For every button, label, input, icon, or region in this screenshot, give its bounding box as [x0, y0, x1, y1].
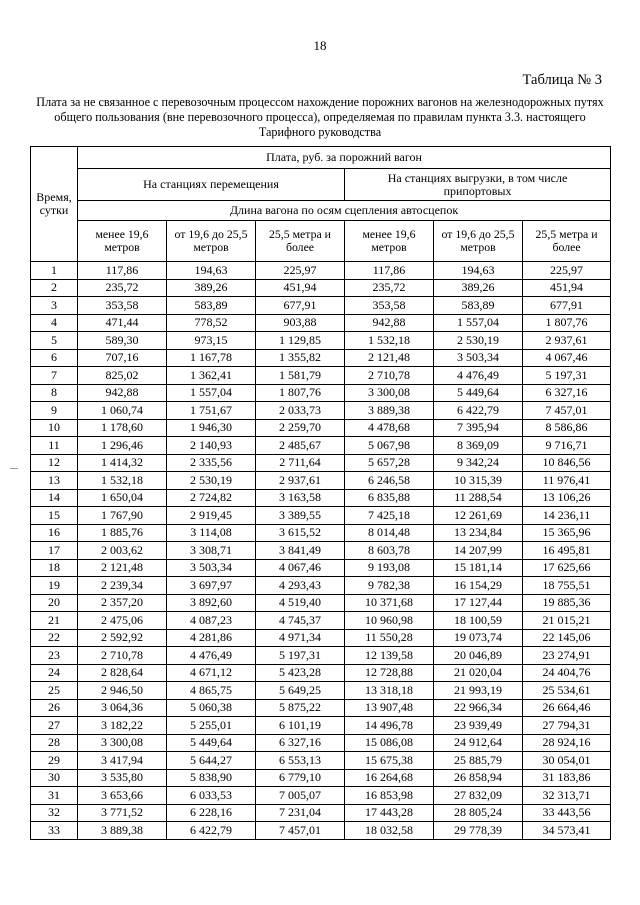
fee-cell: 2 033,73	[256, 402, 345, 420]
fee-cell: 4 865,75	[167, 682, 256, 700]
fee-cell: 4 478,68	[345, 419, 434, 437]
fee-cell: 15 365,96	[523, 524, 611, 542]
fee-cell: 9 716,71	[523, 437, 611, 455]
fee-cell: 3 697,97	[167, 577, 256, 595]
fee-cell: 4 293,43	[256, 577, 345, 595]
fee-cell: 12 139,58	[345, 647, 434, 665]
fee-cell: 3 417,94	[78, 752, 167, 770]
fee-cell: 4 971,34	[256, 629, 345, 647]
fee-cell: 1 767,90	[78, 507, 167, 525]
day-cell: 14	[31, 489, 78, 507]
header-group-unloading: На станциях выгрузки, в том числе припортовых	[345, 169, 611, 201]
fee-cell: 4 476,49	[167, 647, 256, 665]
table-row	[31, 734, 611, 752]
fee-cell: 235,72	[78, 279, 167, 297]
fee-cell: 10 371,68	[345, 594, 434, 612]
fee-cell: 1 751,67	[167, 402, 256, 420]
fee-cell: 16 264,68	[345, 769, 434, 787]
fee-cell: 5 197,31	[523, 367, 611, 385]
fee-cell: 3 771,52	[78, 804, 167, 822]
fee-cell: 15 675,38	[345, 752, 434, 770]
fee-cell: 12 261,69	[434, 507, 523, 525]
table-row	[31, 542, 611, 560]
fee-cell: 353,58	[78, 297, 167, 315]
day-cell: 27	[31, 717, 78, 735]
day-cell: 1	[31, 262, 78, 280]
fee-cell: 3 300,08	[345, 384, 434, 402]
table-row	[31, 664, 611, 682]
fee-cell: 17 127,44	[434, 594, 523, 612]
header-group-transfer: На станциях перемещения	[78, 169, 345, 201]
table-row	[31, 332, 611, 350]
fee-cell: 1 167,78	[167, 349, 256, 367]
fee-cell: 23 939,49	[434, 717, 523, 735]
table-row	[31, 507, 611, 525]
day-cell: 17	[31, 542, 78, 560]
table-row	[31, 682, 611, 700]
fee-cell: 22 145,06	[523, 629, 611, 647]
table-row	[31, 647, 611, 665]
fee-cell: 1 946,30	[167, 419, 256, 437]
table-row	[31, 402, 611, 420]
fee-cell: 235,72	[345, 279, 434, 297]
table-row	[31, 612, 611, 630]
fee-cell: 23 274,91	[523, 647, 611, 665]
fee-cell: 5 875,22	[256, 699, 345, 717]
day-cell: 6	[31, 349, 78, 367]
day-cell: 32	[31, 804, 78, 822]
day-cell: 21	[31, 612, 78, 630]
day-cell: 15	[31, 507, 78, 525]
fee-cell: 14 496,78	[345, 717, 434, 735]
fee-cell: 31 183,86	[523, 769, 611, 787]
fee-cell: 6 835,88	[345, 489, 434, 507]
fee-cell: 24 912,64	[434, 734, 523, 752]
fee-cell: 1 807,76	[256, 384, 345, 402]
fee-cell: 5 449,64	[167, 734, 256, 752]
fee-cell: 18 755,51	[523, 577, 611, 595]
fee-cell: 471,44	[78, 314, 167, 332]
fee-cell: 16 495,81	[523, 542, 611, 560]
fee-cell: 1 532,18	[345, 332, 434, 350]
fee-cell: 2 710,78	[78, 647, 167, 665]
fee-cell: 10 315,39	[434, 472, 523, 490]
column-header: менее 19,6 метров	[345, 221, 434, 262]
fee-cell: 5 649,25	[256, 682, 345, 700]
column-header: 25,5 метра и более	[523, 221, 611, 262]
fee-cell: 589,30	[78, 332, 167, 350]
fee-cell: 2 357,20	[78, 594, 167, 612]
fee-cell: 9 342,24	[434, 454, 523, 472]
fee-cell: 5 060,38	[167, 699, 256, 717]
table-row	[31, 629, 611, 647]
tariff-table	[30, 146, 611, 840]
fee-cell: 451,94	[523, 279, 611, 297]
table-row	[31, 437, 611, 455]
fee-cell: 2 259,70	[256, 419, 345, 437]
fee-cell: 1 178,60	[78, 419, 167, 437]
fee-cell: 942,88	[345, 314, 434, 332]
day-cell: 8	[31, 384, 78, 402]
table-row	[31, 822, 611, 840]
fee-cell: 21 020,04	[434, 664, 523, 682]
fee-cell: 8 369,09	[434, 437, 523, 455]
table-row	[31, 752, 611, 770]
fee-cell: 10 960,98	[345, 612, 434, 630]
fee-cell: 13 234,84	[434, 524, 523, 542]
margin-mark	[10, 468, 18, 469]
fee-cell: 17 443,28	[345, 804, 434, 822]
fee-cell: 5 644,27	[167, 752, 256, 770]
fee-cell: 4 671,12	[167, 664, 256, 682]
fee-cell: 903,88	[256, 314, 345, 332]
fee-cell: 3 503,34	[434, 349, 523, 367]
day-cell: 9	[31, 402, 78, 420]
table-row	[31, 769, 611, 787]
fee-cell: 707,16	[78, 349, 167, 367]
fee-cell: 4 087,23	[167, 612, 256, 630]
fee-cell: 225,97	[256, 262, 345, 280]
fee-cell: 4 067,46	[256, 559, 345, 577]
fee-cell: 21 993,19	[434, 682, 523, 700]
day-cell: 11	[31, 437, 78, 455]
fee-cell: 34 573,41	[523, 822, 611, 840]
day-cell: 19	[31, 577, 78, 595]
fee-cell: 7 231,04	[256, 804, 345, 822]
fee-cell: 2 937,61	[256, 472, 345, 490]
fee-cell: 3 653,66	[78, 787, 167, 805]
fee-cell: 353,58	[345, 297, 434, 315]
fee-cell: 3 064,36	[78, 699, 167, 717]
fee-cell: 21 015,21	[523, 612, 611, 630]
fee-cell: 18 032,58	[345, 822, 434, 840]
fee-cell: 117,86	[345, 262, 434, 280]
fee-cell: 6 327,16	[523, 384, 611, 402]
fee-cell: 13 907,48	[345, 699, 434, 717]
day-cell: 5	[31, 332, 78, 350]
fee-cell: 19 885,36	[523, 594, 611, 612]
fee-cell: 11 550,28	[345, 629, 434, 647]
header-time: Время, сутки	[31, 147, 78, 262]
fee-cell: 5 255,01	[167, 717, 256, 735]
day-cell: 23	[31, 647, 78, 665]
table-row	[31, 577, 611, 595]
fee-cell: 2 592,92	[78, 629, 167, 647]
day-cell: 12	[31, 454, 78, 472]
table-row	[31, 454, 611, 472]
fee-cell: 11 288,54	[434, 489, 523, 507]
page-number: 18	[313, 38, 327, 53]
fee-cell: 2 003,62	[78, 542, 167, 560]
day-cell: 28	[31, 734, 78, 752]
header-payment: Плата, руб. за порожний вагон	[78, 147, 611, 169]
fee-cell: 3 389,55	[256, 507, 345, 525]
day-cell: 20	[31, 594, 78, 612]
fee-cell: 3 889,38	[345, 402, 434, 420]
fee-cell: 22 966,34	[434, 699, 523, 717]
fee-cell: 1 532,18	[78, 472, 167, 490]
fee-cell: 10 846,56	[523, 454, 611, 472]
fee-cell: 5 197,31	[256, 647, 345, 665]
fee-cell: 3 163,58	[256, 489, 345, 507]
fee-cell: 5 423,28	[256, 664, 345, 682]
day-cell: 22	[31, 629, 78, 647]
column-header: менее 19,6 метров	[78, 221, 167, 262]
fee-cell: 28 924,16	[523, 734, 611, 752]
table-row	[31, 717, 611, 735]
fee-cell: 12 728,88	[345, 664, 434, 682]
fee-cell: 30 054,01	[523, 752, 611, 770]
fee-cell: 3 114,08	[167, 524, 256, 542]
fee-cell: 29 778,39	[434, 822, 523, 840]
fee-cell: 3 535,80	[78, 769, 167, 787]
fee-cell: 25 885,79	[434, 752, 523, 770]
fee-cell: 26 858,94	[434, 769, 523, 787]
table-body	[31, 262, 611, 840]
day-cell: 31	[31, 787, 78, 805]
fee-cell: 15 086,08	[345, 734, 434, 752]
fee-cell: 583,89	[167, 297, 256, 315]
fee-cell: 5 067,98	[345, 437, 434, 455]
fee-cell: 973,15	[167, 332, 256, 350]
fee-cell: 4 476,49	[434, 367, 523, 385]
fee-cell: 8 586,86	[523, 419, 611, 437]
fee-cell: 24 404,76	[523, 664, 611, 682]
fee-cell: 2 335,56	[167, 454, 256, 472]
day-cell: 33	[31, 822, 78, 840]
fee-cell: 1 557,04	[434, 314, 523, 332]
table-row	[31, 262, 611, 280]
fee-cell: 2 140,93	[167, 437, 256, 455]
day-cell: 30	[31, 769, 78, 787]
day-cell: 3	[31, 297, 78, 315]
fee-cell: 7 457,01	[523, 402, 611, 420]
fee-cell: 3 308,71	[167, 542, 256, 560]
fee-cell: 4 745,37	[256, 612, 345, 630]
table-row	[31, 787, 611, 805]
fee-cell: 5 838,90	[167, 769, 256, 787]
fee-cell: 33 443,56	[523, 804, 611, 822]
fee-cell: 13 318,18	[345, 682, 434, 700]
fee-cell: 25 534,61	[523, 682, 611, 700]
fee-cell: 15 181,14	[434, 559, 523, 577]
table-row	[31, 367, 611, 385]
fee-cell: 20 046,89	[434, 647, 523, 665]
fee-cell: 1 414,32	[78, 454, 167, 472]
fee-cell: 1 296,46	[78, 437, 167, 455]
fee-cell: 677,91	[256, 297, 345, 315]
fee-cell: 32 313,71	[523, 787, 611, 805]
table-row	[31, 314, 611, 332]
fee-cell: 6 327,16	[256, 734, 345, 752]
fee-cell: 389,26	[434, 279, 523, 297]
fee-cell: 1 355,82	[256, 349, 345, 367]
fee-cell: 5 449,64	[434, 384, 523, 402]
table-row	[31, 594, 611, 612]
day-cell: 2	[31, 279, 78, 297]
fee-cell: 451,94	[256, 279, 345, 297]
fee-cell: 1 650,04	[78, 489, 167, 507]
fee-cell: 3 889,38	[78, 822, 167, 840]
fee-cell: 2 828,64	[78, 664, 167, 682]
fee-cell: 3 841,49	[256, 542, 345, 560]
table-row	[31, 489, 611, 507]
fee-cell: 3 503,34	[167, 559, 256, 577]
column-header: от 19,6 до 25,5 метров	[434, 221, 523, 262]
fee-cell: 942,88	[78, 384, 167, 402]
day-cell: 25	[31, 682, 78, 700]
table-row	[31, 699, 611, 717]
fee-cell: 778,52	[167, 314, 256, 332]
fee-cell: 7 395,94	[434, 419, 523, 437]
fee-cell: 4 281,86	[167, 629, 256, 647]
fee-cell: 2 946,50	[78, 682, 167, 700]
table-row	[31, 559, 611, 577]
table-caption: Плата за не связанное с перевозочным процессом нахождение порожних вагонов на железнодорожных путях общего пользования (вне перевозочного процесса), определяемая по правилам пункта 3.3. настоящего Тарифного руководства	[36, 95, 604, 139]
fee-cell: 27 832,09	[434, 787, 523, 805]
table-row	[31, 472, 611, 490]
fee-cell: 1 581,79	[256, 367, 345, 385]
fee-cell: 27 794,31	[523, 717, 611, 735]
fee-cell: 6 779,10	[256, 769, 345, 787]
fee-cell: 8 014,48	[345, 524, 434, 542]
fee-cell: 2 475,06	[78, 612, 167, 630]
fee-cell: 117,86	[78, 262, 167, 280]
fee-cell: 7 425,18	[345, 507, 434, 525]
fee-cell: 389,26	[167, 279, 256, 297]
fee-cell: 3 615,52	[256, 524, 345, 542]
fee-cell: 2 239,34	[78, 577, 167, 595]
fee-cell: 3 182,22	[78, 717, 167, 735]
day-cell: 4	[31, 314, 78, 332]
fee-cell: 2 711,64	[256, 454, 345, 472]
header-length: Длина вагона по осям сцепления автосцепок	[78, 201, 611, 221]
fee-cell: 18 100,59	[434, 612, 523, 630]
table-row	[31, 279, 611, 297]
fee-cell: 16 154,29	[434, 577, 523, 595]
day-cell: 10	[31, 419, 78, 437]
fee-cell: 7 457,01	[256, 822, 345, 840]
table-row	[31, 297, 611, 315]
table-number: Таблица № 3	[522, 72, 602, 88]
fee-cell: 2 710,78	[345, 367, 434, 385]
fee-cell: 1 807,76	[523, 314, 611, 332]
fee-cell: 9 782,38	[345, 577, 434, 595]
day-cell: 18	[31, 559, 78, 577]
fee-cell: 4 519,40	[256, 594, 345, 612]
fee-cell: 19 073,74	[434, 629, 523, 647]
fee-cell: 2 919,45	[167, 507, 256, 525]
fee-cell: 825,02	[78, 367, 167, 385]
fee-cell: 2 530,19	[167, 472, 256, 490]
fee-cell: 194,63	[434, 262, 523, 280]
fee-cell: 2 121,48	[345, 349, 434, 367]
fee-cell: 2 530,19	[434, 332, 523, 350]
column-header: 25,5 метра и более	[256, 221, 345, 262]
fee-cell: 6 422,79	[434, 402, 523, 420]
fee-cell: 13 106,26	[523, 489, 611, 507]
table-row	[31, 384, 611, 402]
fee-cell: 6 553,13	[256, 752, 345, 770]
day-cell: 29	[31, 752, 78, 770]
day-cell: 7	[31, 367, 78, 385]
fee-cell: 2 937,61	[523, 332, 611, 350]
fee-cell: 28 805,24	[434, 804, 523, 822]
fee-cell: 4 067,46	[523, 349, 611, 367]
fee-cell: 6 033,53	[167, 787, 256, 805]
fee-cell: 2 485,67	[256, 437, 345, 455]
fee-cell: 2 121,48	[78, 559, 167, 577]
day-cell: 24	[31, 664, 78, 682]
table-row	[31, 804, 611, 822]
fee-cell: 6 228,16	[167, 804, 256, 822]
fee-cell: 17 625,66	[523, 559, 611, 577]
column-header: от 19,6 до 25,5 метров	[167, 221, 256, 262]
fee-cell: 677,91	[523, 297, 611, 315]
fee-cell: 1 885,76	[78, 524, 167, 542]
fee-cell: 16 853,98	[345, 787, 434, 805]
fee-cell: 2 724,82	[167, 489, 256, 507]
fee-cell: 6 422,79	[167, 822, 256, 840]
fee-cell: 9 193,08	[345, 559, 434, 577]
table-row	[31, 419, 611, 437]
fee-cell: 3 300,08	[78, 734, 167, 752]
fee-cell: 6 246,58	[345, 472, 434, 490]
fee-cell: 7 005,07	[256, 787, 345, 805]
fee-cell: 6 101,19	[256, 717, 345, 735]
fee-cell: 3 892,60	[167, 594, 256, 612]
fee-cell: 14 207,99	[434, 542, 523, 560]
fee-cell: 26 664,46	[523, 699, 611, 717]
fee-cell: 5 657,28	[345, 454, 434, 472]
fee-cell: 1 129,85	[256, 332, 345, 350]
fee-cell: 583,89	[434, 297, 523, 315]
fee-cell: 194,63	[167, 262, 256, 280]
table-row	[31, 524, 611, 542]
fee-cell: 1 362,41	[167, 367, 256, 385]
day-cell: 16	[31, 524, 78, 542]
table-row	[31, 349, 611, 367]
day-cell: 13	[31, 472, 78, 490]
fee-cell: 1 557,04	[167, 384, 256, 402]
fee-cell: 8 603,78	[345, 542, 434, 560]
fee-cell: 1 060,74	[78, 402, 167, 420]
day-cell: 26	[31, 699, 78, 717]
fee-cell: 14 236,11	[523, 507, 611, 525]
fee-cell: 11 976,41	[523, 472, 611, 490]
fee-cell: 225,97	[523, 262, 611, 280]
